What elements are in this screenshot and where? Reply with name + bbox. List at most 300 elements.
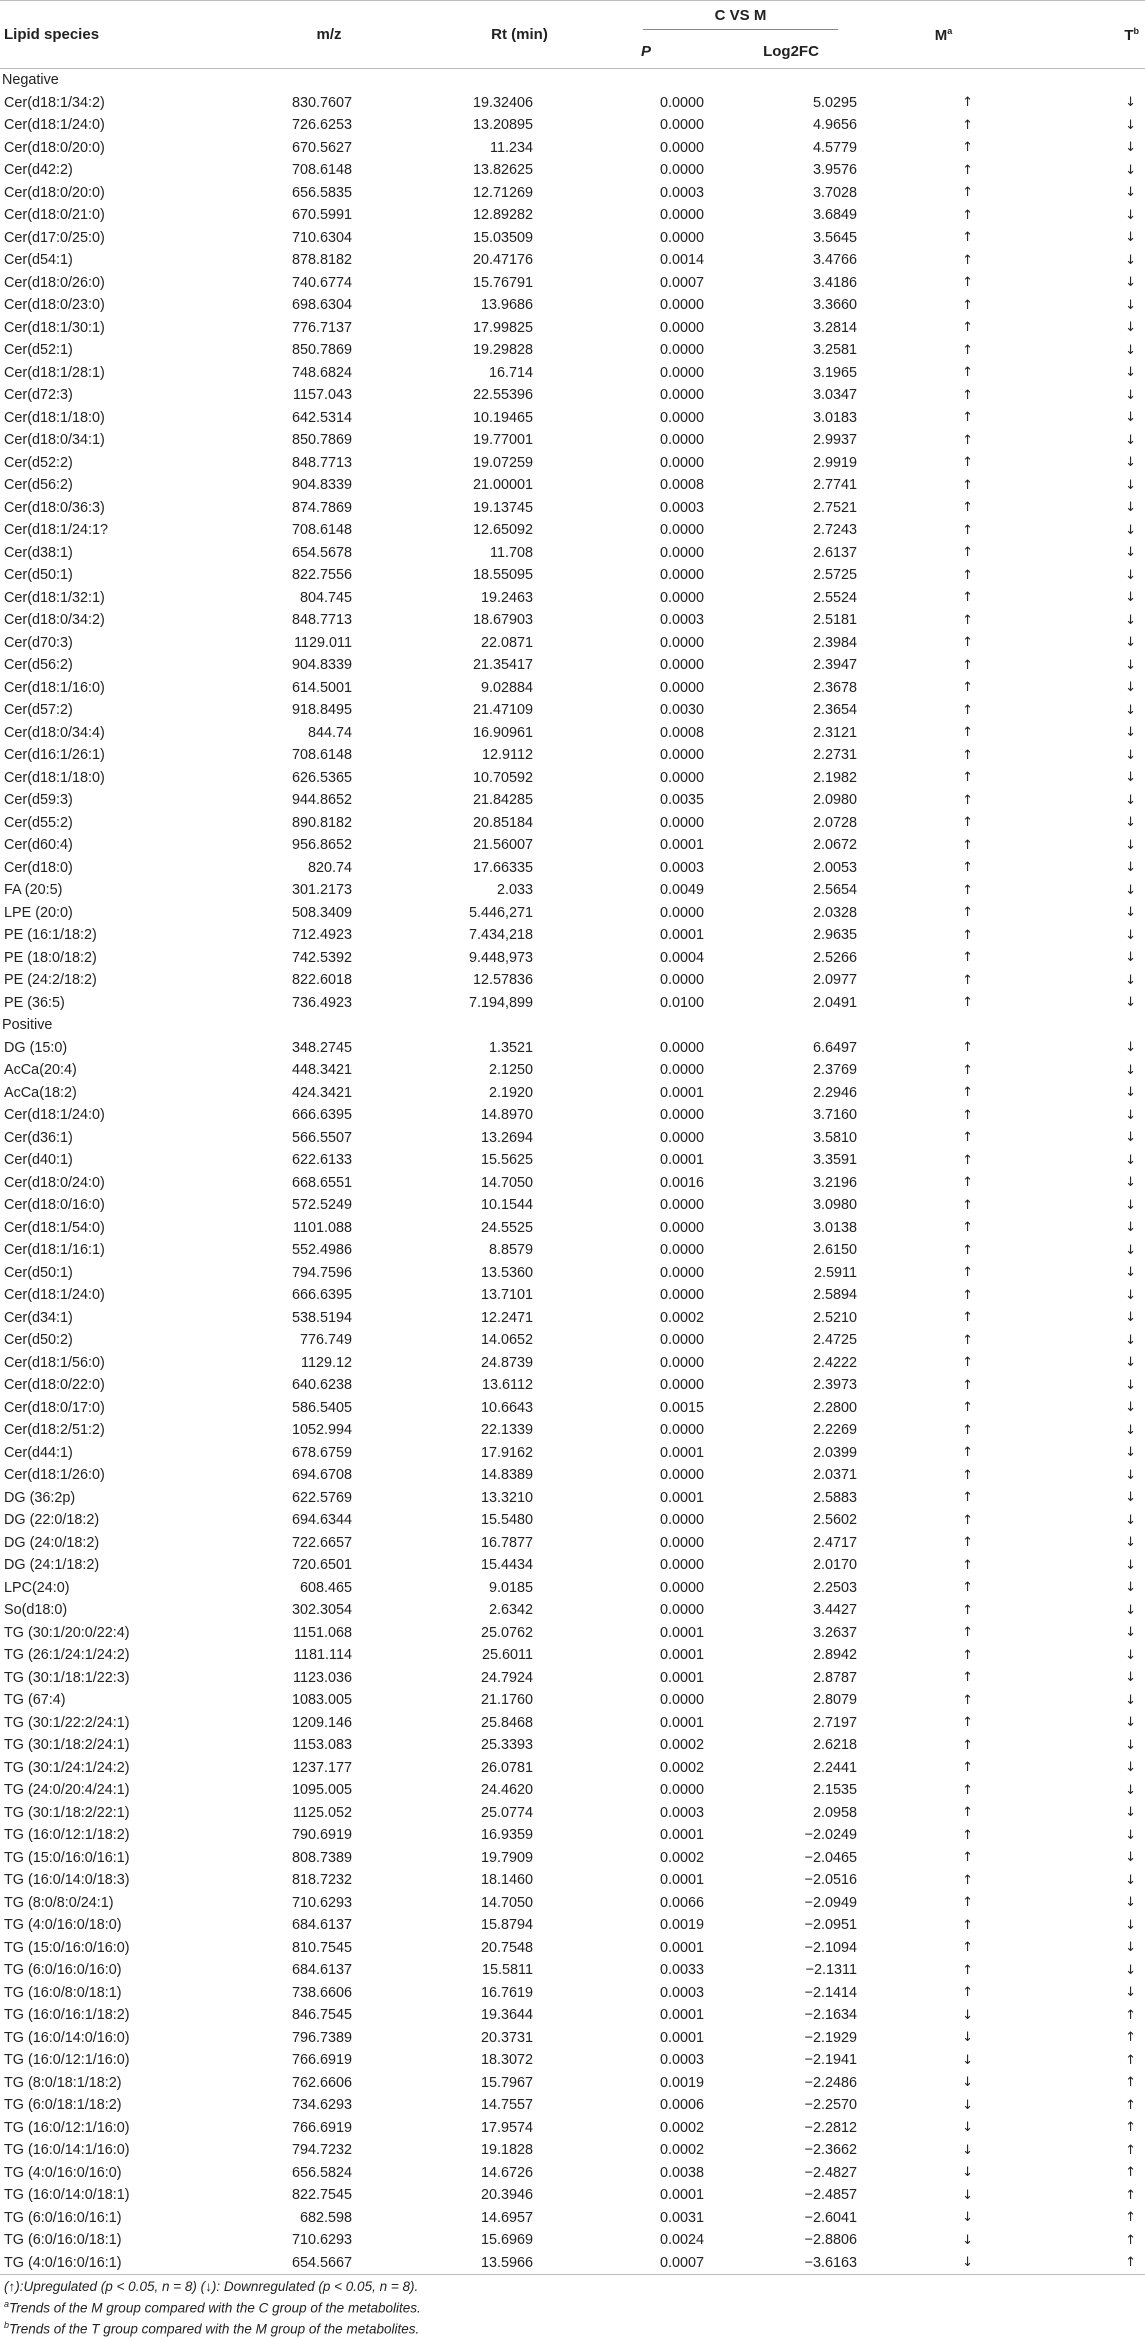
log2fc-cell: −2.1311: [805, 1962, 857, 1979]
table-row: [0, 2094, 1145, 2117]
lipid-species-cell: Cer(d18:0/34:2): [4, 612, 105, 629]
rt-cell: 19.32406: [472, 94, 533, 111]
t-trend-cell: ↓: [1125, 455, 1136, 471]
m-trend-cell: ↑: [962, 455, 973, 471]
t-trend-cell: ↓: [1125, 1940, 1136, 1956]
t-trend-cell: ↑: [1125, 2187, 1136, 2203]
p-value-cell: 0.0016: [659, 1174, 704, 1191]
log2fc-cell: 2.0053: [812, 859, 857, 876]
table-row: [0, 137, 1145, 160]
t-trend-cell: ↓: [1125, 950, 1136, 966]
t-trend-cell: ↑: [1021, 2252, 1145, 2275]
p-value-cell: 0.0000: [659, 1354, 704, 1371]
p-value-cell: 0.0031: [659, 2209, 704, 2226]
m-trend-cell: ↓: [962, 2142, 973, 2158]
table-row: [0, 902, 1145, 925]
m-trend-cell: ↓: [962, 2075, 973, 2091]
table-row: [0, 452, 1145, 475]
lipid-species-cell: PE (16:1/18:2): [4, 927, 97, 944]
lipid-species-cell: Cer(d18:1/18:0): [4, 769, 105, 786]
rt-cell: 12.89282: [472, 207, 533, 224]
table-row: [0, 992, 1145, 1015]
t-trend-cell: ↓: [1125, 1580, 1136, 1596]
t-trend-cell: ↓: [1125, 1287, 1136, 1303]
m-trend-cell: ↑: [962, 1490, 973, 1506]
rt-cell: 22.0871: [480, 634, 533, 651]
m-trend-cell: ↑: [962, 1850, 973, 1866]
mz-cell: 818.7232: [291, 1872, 352, 1889]
log2fc-cell: 2.3121: [812, 724, 857, 741]
table-row: [0, 1937, 1145, 1960]
m-trend-cell: ↑: [962, 1715, 973, 1731]
log2fc-cell: 2.1535: [812, 1782, 857, 1799]
rt-cell: 9.0185: [488, 1579, 533, 1596]
rt-cell: 10.19465: [472, 409, 533, 426]
table-row: [0, 767, 1145, 790]
table-row: [0, 249, 1145, 272]
mz-cell: 874.7869: [291, 499, 352, 516]
rt-cell: 18.1460: [480, 1872, 533, 1889]
lipid-species-cell: TG (30:1/18:1/22:3): [4, 1669, 130, 1686]
t-trend-cell: ↓: [1125, 1265, 1136, 1281]
lipid-species-cell: Cer(d18:1/24:0): [4, 117, 105, 134]
p-value-cell: 0.0015: [659, 1399, 704, 1416]
p-value-cell: 0.0001: [659, 1152, 704, 1169]
header-t-label: T: [1124, 26, 1134, 44]
m-trend-cell: ↑: [962, 815, 973, 831]
header-m: [866, 1, 1021, 69]
rt-cell: 21.56007: [472, 837, 533, 854]
rt-cell: 24.8739: [480, 1354, 533, 1371]
mz-cell: 736.4923: [291, 994, 352, 1011]
rt-cell: 10.70592: [472, 769, 533, 786]
t-trend-cell: ↓: [1125, 1647, 1136, 1663]
section-positive: [0, 1014, 1145, 2275]
rt-cell: 13.6112: [482, 1377, 533, 1394]
mz-cell: 722.6657: [291, 1534, 352, 1551]
table-row: [0, 1667, 1145, 1690]
t-trend-cell: ↓: [1125, 1062, 1136, 1078]
m-trend-cell: ↑: [962, 1557, 973, 1573]
lipid-species-cell: Cer(d70:3): [4, 634, 73, 651]
t-trend-cell: ↓: [1125, 995, 1136, 1011]
rt-cell: 2.033: [496, 882, 533, 899]
lipid-species-cell: Cer(d52:2): [4, 454, 73, 471]
log2fc-cell: 2.0672: [812, 837, 857, 854]
m-trend-cell: ↑: [962, 1310, 973, 1326]
table-row: [0, 474, 1145, 497]
p-value-cell: 0.0000: [659, 454, 704, 471]
lipid-species-cell: Cer(d56:2): [4, 657, 73, 674]
t-trend-cell: ↓: [1125, 1175, 1136, 1191]
lipid-species-cell: Cer(d18:2/51:2): [4, 1422, 105, 1439]
rt-cell: 15.76791: [472, 274, 533, 291]
log2fc-cell: 4.9656: [812, 117, 857, 134]
rt-cell: 12.65092: [472, 522, 533, 539]
lipid-species-cell: AcCa(18:2): [4, 1084, 77, 1101]
log2fc-cell: 2.2731: [812, 747, 857, 764]
table-row: [0, 744, 1145, 767]
t-trend-cell: ↓: [1125, 1670, 1136, 1686]
lipid-species-cell: TG (6:0/16:0/18:1): [4, 2232, 122, 2249]
mz-cell: 586.5405: [291, 1399, 352, 1416]
p-value-cell: 0.0014: [659, 252, 704, 269]
section-header-row: [0, 69, 1145, 92]
p-value-cell: 0.0000: [659, 387, 704, 404]
mz-cell: 424.3421: [291, 1084, 352, 1101]
mz-cell: 538.5194: [291, 1309, 352, 1326]
rt-cell: 15.8794: [480, 1917, 533, 1934]
t-trend-cell: ↓: [1125, 1737, 1136, 1753]
log2fc-cell: 3.4427: [812, 1602, 857, 1619]
p-value-cell: 0.0000: [659, 1062, 704, 1079]
p-value-cell: 0.0003: [659, 1984, 704, 2001]
p-value-cell: 0.0001: [659, 1827, 704, 1844]
p-value-cell: 0.0000: [659, 139, 704, 156]
p-value-cell: 0.0000: [659, 1107, 704, 1124]
m-trend-cell: ↑: [962, 657, 973, 673]
log2fc-cell: 2.3654: [812, 702, 857, 719]
table-row: [0, 564, 1145, 587]
log2fc-cell: −2.0465: [804, 1849, 857, 1866]
p-value-cell: 0.0001: [659, 2007, 704, 2024]
table-row: [0, 1149, 1145, 1172]
table-row: [0, 497, 1145, 520]
t-trend-cell: ↑: [1125, 2142, 1136, 2158]
p-value-cell: 0.0004: [659, 949, 704, 966]
mz-cell: 738.6606: [291, 1984, 352, 2001]
table-row: [0, 159, 1145, 182]
p-value-cell: 0.0049: [659, 882, 704, 899]
t-trend-cell: ↓: [1125, 95, 1136, 111]
p-value-cell: 0.0000: [659, 1602, 704, 1619]
lipid-species-cell: Cer(d18:1/24:0): [4, 1287, 105, 1304]
rt-cell: 12.2471: [480, 1309, 533, 1326]
log2fc-cell: 2.0371: [812, 1467, 857, 1484]
table-row: [0, 272, 1145, 295]
log2fc-cell: 2.7741: [812, 477, 857, 494]
log2fc-cell: 2.0980: [812, 792, 857, 809]
log2fc-cell: 2.6218: [812, 1737, 857, 1754]
rt-cell: 24.7924: [480, 1669, 533, 1686]
log2fc-cell: 2.3984: [812, 634, 857, 651]
m-trend-cell: ↑: [962, 1602, 973, 1618]
p-value-cell: 0.0001: [659, 1669, 704, 1686]
t-trend-cell: ↓: [1125, 1692, 1136, 1708]
table-row: [0, 1239, 1145, 1262]
footnote-b-sup: b: [4, 2319, 10, 2330]
header-t: [1021, 1, 1145, 69]
p-value-cell: 0.0003: [659, 1804, 704, 1821]
rt-cell: 16.9359: [480, 1827, 533, 1844]
header-lipid-species: Lipid species: [4, 26, 100, 43]
log2fc-cell: −2.0249: [804, 1827, 857, 1844]
mz-cell: 710.6304: [291, 229, 352, 246]
mz-cell: 670.5627: [291, 139, 352, 156]
lipid-species-cell: Cer(d56:2): [4, 477, 73, 494]
log2fc-cell: 3.5810: [812, 1129, 857, 1146]
log2fc-cell: −2.1414: [804, 1984, 857, 2001]
log2fc-cell: 3.5645: [812, 229, 857, 246]
m-trend-cell: ↑: [962, 837, 973, 853]
table-row: [0, 1577, 1145, 1600]
t-trend-cell: ↓: [1125, 252, 1136, 268]
header-c-vs-m-label: C VS M: [643, 7, 838, 30]
lipid-species-cell: Cer(d18:0/22:0): [4, 1377, 105, 1394]
lipid-species-cell: Cer(d38:1): [4, 544, 73, 561]
mz-cell: 794.7596: [291, 1264, 352, 1281]
table-row: [0, 654, 1145, 677]
lipid-species-cell: Cer(d50:1): [4, 567, 73, 584]
log2fc-cell: 2.0977: [812, 972, 857, 989]
rt-cell: 15.5480: [480, 1512, 533, 1529]
p-value-cell: 0.0000: [659, 1467, 704, 1484]
m-trend-cell: ↑: [962, 680, 973, 696]
table-row: [0, 1757, 1145, 1780]
rt-cell: 21.47109: [472, 702, 533, 719]
mz-cell: 572.5249: [291, 1197, 352, 1214]
rt-cell: 15.5811: [482, 1962, 533, 1979]
table-row: [0, 339, 1145, 362]
rt-cell: 12.57836: [472, 972, 533, 989]
t-trend-cell: ↓: [1125, 1805, 1136, 1821]
p-value-cell: 0.0000: [659, 567, 704, 584]
lipid-species-cell: Cer(d34:1): [4, 1309, 73, 1326]
log2fc-cell: 2.2503: [812, 1579, 857, 1596]
mz-cell: 796.7389: [291, 2029, 352, 2046]
rt-cell: 14.7050: [480, 1174, 533, 1191]
mz-cell: 1209.146: [291, 1714, 352, 1731]
rt-cell: 17.9162: [480, 1444, 533, 1461]
rt-cell: 25.8468: [480, 1714, 533, 1731]
mz-cell: 712.4923: [291, 927, 352, 944]
rt-cell: 8.8579: [488, 1242, 533, 1259]
t-trend-cell: ↓: [1125, 1040, 1136, 1056]
table-row: [0, 1982, 1145, 2005]
rt-cell: 16.714: [488, 364, 533, 381]
lipid-species-cell: AcCa(20:4): [4, 1062, 77, 1079]
t-trend-cell: ↓: [1125, 1850, 1136, 1866]
log2fc-cell: 2.0399: [812, 1444, 857, 1461]
mz-cell: 1052.994: [291, 1422, 352, 1439]
mz-cell: 740.6774: [291, 274, 352, 291]
log2fc-cell: 3.0183: [812, 409, 857, 426]
m-trend-cell: ↑: [962, 1062, 973, 1078]
t-trend-cell: ↓: [1125, 1400, 1136, 1416]
mz-cell: 666.6395: [291, 1287, 352, 1304]
table-row: [0, 2162, 1145, 2185]
mz-cell: 668.6551: [291, 1174, 352, 1191]
table-row: [0, 947, 1145, 970]
p-value-cell: 0.0003: [659, 612, 704, 629]
t-trend-cell: ↓: [1125, 1220, 1136, 1236]
m-trend-cell: ↑: [962, 1647, 973, 1663]
lipid-species-cell: Cer(d18:0/34:4): [4, 724, 105, 741]
log2fc-cell: 3.2637: [812, 1624, 857, 1641]
m-trend-cell: ↑: [962, 342, 973, 358]
log2fc-cell: −2.2570: [804, 2097, 857, 2114]
rt-cell: 13.20895: [472, 117, 533, 134]
table-row: [0, 429, 1145, 452]
table-row: [0, 317, 1145, 340]
p-value-cell: 0.0000: [659, 1129, 704, 1146]
rt-cell: 15.4434: [480, 1557, 533, 1574]
t-trend-cell: ↓: [1125, 1557, 1136, 1573]
p-value-cell: 0.0000: [659, 1264, 704, 1281]
p-value-cell: 0.0000: [659, 1377, 704, 1394]
t-trend-cell: ↓: [1125, 815, 1136, 831]
log2fc-cell: −2.4857: [804, 2187, 857, 2204]
table-row: [0, 1509, 1145, 1532]
rt-cell: 20.7548: [480, 1939, 533, 1956]
p-value-cell: 0.0008: [659, 477, 704, 494]
log2fc-cell: −2.4827: [804, 2164, 857, 2181]
rt-cell: 18.3072: [480, 2052, 533, 2069]
mz-cell: 656.5835: [291, 184, 352, 201]
lipid-species-cell: DG (15:0): [4, 1039, 68, 1056]
m-trend-cell: ↓: [866, 2252, 1021, 2275]
mz-cell: 708.6148: [291, 162, 352, 179]
lipid-species-cell: Cer(d18:1/56:0): [4, 1354, 105, 1371]
rt-cell: 19.7909: [480, 1849, 533, 1866]
p-value-cell: 0.0030: [659, 702, 704, 719]
t-trend-cell: ↓: [1125, 1490, 1136, 1506]
header-mz: m/z: [316, 26, 342, 43]
m-trend-cell: ↑: [962, 275, 973, 291]
mz-cell: 804.745: [299, 589, 352, 606]
m-trend-cell: ↑: [962, 162, 973, 178]
mz-cell: 742.5392: [291, 949, 352, 966]
log2fc-cell: 3.2814: [812, 319, 857, 336]
m-trend-cell: ↑: [962, 882, 973, 898]
log2fc-cell: 2.5911: [814, 1264, 857, 1281]
mz-cell: 1101.088: [293, 1219, 352, 1236]
lipid-species-cell: TG (24:0/20:4/24:1): [4, 1782, 130, 1799]
mz-cell: 848.7713: [291, 454, 352, 471]
t-trend-cell: ↓: [1125, 1625, 1136, 1641]
m-trend-cell: ↑: [962, 1467, 973, 1483]
m-trend-cell: ↑: [962, 1175, 973, 1191]
log2fc-cell: 3.7028: [812, 184, 857, 201]
rt-cell: 14.7050: [480, 1894, 533, 1911]
t-trend-cell: ↓: [1125, 1467, 1136, 1483]
p-value-cell: 0.0000: [659, 747, 704, 764]
table-row: [0, 1959, 1145, 1982]
p-value-cell: 0.0000: [659, 319, 704, 336]
lipid-species-cell: TG (16:0/16:1/18:2): [4, 2007, 130, 2024]
rt-cell: 20.3946: [480, 2187, 533, 2204]
rt-cell: 13.2694: [480, 1129, 533, 1146]
mz-cell: 822.7545: [291, 2187, 352, 2204]
rt-cell: 19.77001: [472, 432, 533, 449]
rt-cell: 14.6957: [480, 2209, 533, 2226]
section-title: Negative: [2, 72, 59, 89]
log2fc-cell: 2.7521: [812, 499, 857, 516]
rt-cell: 10.6643: [480, 1399, 533, 1416]
p-value-cell: 0.0000: [659, 814, 704, 831]
t-trend-cell: ↓: [1125, 612, 1136, 628]
mz-cell: 878.8182: [291, 252, 352, 269]
t-trend-cell: ↑: [1125, 2052, 1136, 2068]
m-trend-cell: ↑: [962, 1760, 973, 1776]
p-value-cell: 0.0000: [659, 634, 704, 651]
p-value-cell: 0.0000: [659, 1557, 704, 1574]
m-trend-cell: ↑: [962, 1962, 973, 1978]
lipid-species-cell: TG (30:1/18:2/24:1): [4, 1737, 130, 1754]
t-trend-cell: ↓: [1125, 1377, 1136, 1393]
m-trend-cell: ↓: [962, 2165, 973, 2181]
lipid-species-cell: TG (16:0/8:0/18:1): [4, 1984, 122, 2001]
table-row: [0, 969, 1145, 992]
rt-cell: 11.234: [490, 139, 533, 156]
t-trend-cell: ↓: [1125, 1332, 1136, 1348]
footnote-a-sup: a: [4, 2298, 10, 2309]
lipid-species-cell: Cer(d18:0/17:0): [4, 1399, 105, 1416]
m-trend-cell: ↑: [962, 905, 973, 921]
mz-cell: 1237.177: [291, 1759, 352, 1776]
mz-cell: 670.5991: [291, 207, 352, 224]
rt-cell: 2.6342: [488, 1602, 533, 1619]
lipid-species-cell: DG (24:0/18:2): [4, 1534, 100, 1551]
m-trend-cell: ↑: [962, 1805, 973, 1821]
mz-cell: 904.8339: [291, 477, 352, 494]
log2fc-cell: 2.3678: [812, 679, 857, 696]
lipid-species-cell: TG (16:0/14:1/16:0): [4, 2142, 130, 2159]
rt-cell: 19.13745: [472, 499, 533, 516]
mz-cell: 956.8652: [291, 837, 352, 854]
table-row: [0, 1892, 1145, 1915]
p-value-cell: 0.0000: [659, 1534, 704, 1551]
t-trend-cell: ↓: [1125, 1085, 1136, 1101]
rt-cell: 17.99825: [472, 319, 533, 336]
t-trend-cell: ↓: [1125, 117, 1136, 133]
p-value-cell: 0.0001: [659, 1872, 704, 1889]
rt-cell: 15.5625: [480, 1152, 533, 1169]
log2fc-cell: −3.6163: [716, 2252, 866, 2275]
lipid-species-cell: TG (30:1/22:2/24:1): [4, 1714, 130, 1731]
m-trend-cell: ↑: [962, 1355, 973, 1371]
m-trend-cell: ↑: [962, 365, 973, 381]
m-trend-cell: ↑: [962, 1535, 973, 1551]
table-row: [0, 362, 1145, 385]
footnote-arrows: (↑):Upregulated (p < 0.05, n = 8) (↓): Downregulated (p < 0.05, n = 8).: [4, 2279, 419, 2294]
rt-cell: 12.9112: [482, 747, 533, 764]
p-value-cell: 0.0000: [659, 1782, 704, 1799]
table-row: [0, 407, 1145, 430]
rt-cell: 19.07259: [472, 454, 533, 471]
table-row: [0, 1307, 1145, 1330]
rt-cell: 21.84285: [472, 792, 533, 809]
rt-cell: 1.3521: [488, 1039, 533, 1056]
m-trend-cell: ↑: [962, 1872, 973, 1888]
rt-cell: 12.71269: [472, 184, 533, 201]
t-trend-cell: ↓: [1125, 657, 1136, 673]
p-value-cell: 0.0000: [659, 1332, 704, 1349]
lipid-species-cell: PE (18:0/18:2): [4, 949, 97, 966]
mz-cell: 622.6133: [291, 1152, 352, 1169]
t-trend-cell: ↓: [1125, 1355, 1136, 1371]
t-trend-cell: ↓: [1125, 1445, 1136, 1461]
log2fc-cell: −2.1941: [804, 2052, 857, 2069]
lipid-species-cell: PE (24:2/18:2): [4, 972, 97, 989]
mz-cell: 734.6293: [291, 2097, 352, 2114]
lipid-species-cell: TG (67:4): [4, 1692, 66, 1709]
lipid-species-cell: Cer(d18:1/16:0): [4, 679, 105, 696]
rt-cell: 19.3644: [480, 2007, 533, 2024]
m-trend-cell: ↑: [962, 95, 973, 111]
t-trend-cell: ↓: [1125, 1715, 1136, 1731]
mz-cell: 654.5667: [240, 2252, 418, 2275]
